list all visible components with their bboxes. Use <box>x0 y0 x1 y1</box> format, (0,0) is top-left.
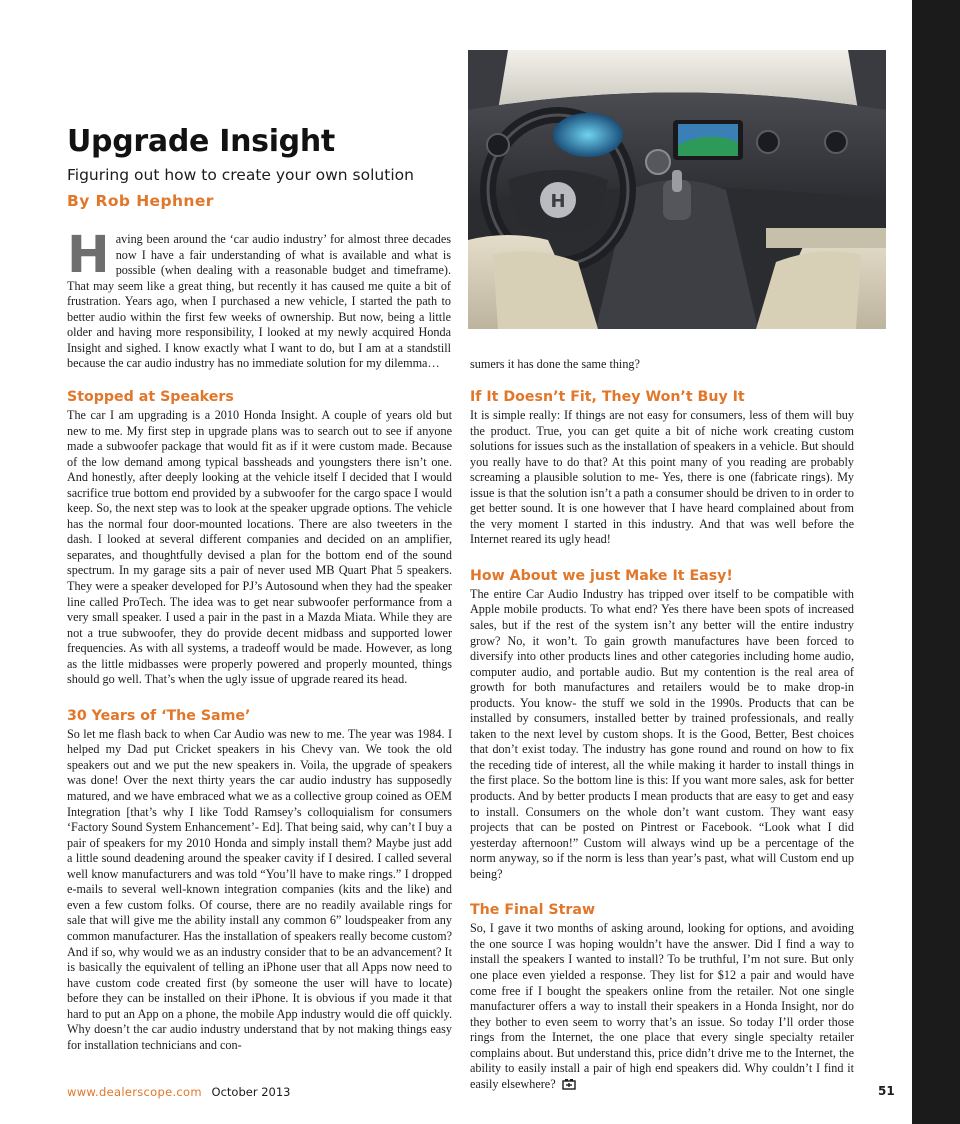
left-column <box>67 388 452 1053</box>
intro-column <box>67 226 451 372</box>
intro-paragraph <box>67 226 451 372</box>
continuation-text: sumers it has done the same thing? <box>470 357 640 371</box>
section-heading-no-fit: If It Doesn’t Fit, They Won’t Buy It <box>470 389 745 405</box>
section-heading-stopped: Stopped at Speakers <box>67 389 234 405</box>
right-column <box>470 388 854 1094</box>
final-straw-text: So, I gave it two months of asking around, looking for options, and avoiding the one source I was hoping wouldn’t have the answer. Did I find a way to install the speakers I wanted to install? To be truthful, I’m not sure. But only one place even yielded a response. They list for $12 a pair and would have come free if I bought the speakers online from the retailer. Not one single manufacturer offers a way to install their speakers in a Honda Insight, nor do they bother to even seem to worry that’s an issue. So today I’ll order those rings from the Internet, the one place that every single specialty retailer complains about. But understand this, price didn’t drive me to the Internet, the ability to easily install a pair of high end speakers did. Why couldn’t I find it easily elsewhere? <box>470 921 854 1091</box>
author-byline: By Rob Hephner <box>67 192 214 210</box>
article-subtitle: Figuring out how to create your own solution <box>67 166 414 184</box>
footer-date: October 2013 <box>211 1085 291 1099</box>
section-body-no-fit: It is simple really: If things are not easy for consumers, less of them will buy the product. True, you can get quite a bit of niche work creating custom solutions for issues such as the installation of speakers in a vehicle. But should you really have to do that? At this point many of you reading are probably screaming a plausible solution to me- Yes, there is one (fabricate rings). My issue is that the solution isn’t a path a consumer should be driven to in order to get better sound. It is one however that I have heard complained about from the very moment I started in this industry. And that was well before the Internet reared its ugly head! <box>470 408 854 547</box>
section-body-make-it-easy: The entire Car Audio Industry has tripped over itself to be compatible with Apple mobile products. To what end? Yes there have been spots of increased sales, but if the rest of the system isn’t any better will the entire industry grow? No, it won’t. To gain growth manufactures have been forced to diversify into other products lines and other categories including home audio, computer audio, and portable audio. But my contention is the real area of growth for both manufactures and retailers would be to make drop-in products. You know- the stuff we sold in the 1990s. Products that can be installed by consumers, installed better by trained professionals, and really taken to the next level by custom shops. It is the Good, Better, Best choices that don’t exist today. The industry has gone round and round on how to fix the receding tide of interest, all the while making it harder to install things in the first place. So the bottom line is this: If you want more sales, ask for better products. And by better products I mean products that are easy to get and easy to install. Consumers on the whole don’t want custom. They want easy projects that can be posted on Pintrest or Facebook. “Look what I did yesterday afternoon!” Custom will always wind up be a percentage of the norm anyway, so if the norm is less than year’s past, what will Custom end up being? <box>470 586 854 881</box>
drop-cap: H <box>67 226 110 285</box>
page-edge-bar <box>912 0 960 1124</box>
footer-url[interactable]: www.dealerscope.com <box>67 1085 202 1099</box>
section-body-final-straw <box>470 921 854 1094</box>
section-body-stopped: The car I am upgrading is a 2010 Honda Insight. A couple of years old but new to me. My first step in upgrade plans was to search out to see if anyone made a subwoofer package that would fit as if it were custom made. Because of the low demand among typical bassheads and youngsters there isn’t one. And honestly, after deeply looking at the vehicle itself I decided that I would sacrifice true bottom end provided by a subwoofer for the cargo space I would keep. So, the next step was to look at the speaker upgrade options. The vehicle has the normal four door-mounted locations. There are also tweeters in the dash. I looked at several different companies and decided on an amplifier, separates, and thoughtfully devised a plan for the bottom end of the sound spectrum. In my garage sits a pair of never used MB Quart Phat 5 speakers. They were a speaker developed for PJ’s Autosound when they had the speaker line called ProTech. The idea was to get near subwoofer performance from a very small speaker. I used a pair in the past in a Mazda Miata. While they are not a true subwoofer, they do provide decent midbass and supported lower frequencies. As with all systems, a tradeoff would be made. However, as long as the little midbasses were properly powered and properly mounted, things should go well. That’s when the ugly issue of upgrade reared its head. <box>67 408 452 687</box>
section-heading-make-it-easy: How About we just Make It Easy! <box>470 567 733 584</box>
section-heading-thirty-years: 30 Years of ‘The Same’ <box>67 707 251 724</box>
footer <box>67 1085 291 1099</box>
intro-text: aving been around the ‘car audio industry’ for almost three decades now I have a fair understanding of what is available and what is possible (when dealing with a reasonable budget and timeframe). That may seem like a great thing, but recently it has caused me quite a bit of frustration. Years ago, when I purchased a new vehicle, I started the path to better audio within the first few weeks of ownership. But now, being a little older and having more responsibility, I looked at my newly acquired Honda Insight and sighed. I know exactly what I want to do, but I am at a standstill because the car audio industry has no immediate solution for my dilemma… <box>67 232 451 371</box>
car-dashboard-photo <box>468 50 886 329</box>
page-number: 51 <box>878 1084 895 1098</box>
end-mark-icon <box>562 1078 576 1095</box>
svg-text:H: H <box>550 191 566 212</box>
section-heading-final-straw: The Final Straw <box>470 902 596 919</box>
continuation-column <box>470 357 853 373</box>
section-body-thirty-years: So let me flash back to when Car Audio was new to me. The year was 1984. I helped my Dad put Cricket speakers in his Chevy van. We took the old speakers out and we put the new speakers in. Voila, the upgrade of speakers was done! Over the next thirty years the car audio industry has supposedly matured, and we have embraced what we as a collective group coined as OEM Integration [that’s why I like Todd Ramsey’s colloquialism for consumers ‘Factory Sound System Enhancement’- Ed]. That being said, why can’t I buy a pair of speakers for my 2010 Honda and simply install them? Maybe just add a little sound deadening around the speaker cavity if I desired. I called several well know manufacturers and was told “You’ll have to make rings.” I dropped e-mails to several well-known integration companies (kits and the like) and even a few custom folks. Of course, there are no readily available rings for sale that will give me the ability install any common 6” loudspeaker from any common manufacturer. Has the installation of speakers really become custom? And if so, why would we as an industry consider that to be an advancement? It is basically the equivalent of telling an iPhone user that all Apps now need to have custom code created first (by someone the user will have to locate) before they can be installed on their iPhone. It is obvious if you made it that hard to put an App on a phone, the mobile App industry would die off quickly. Why doesn’t the car audio industry understand that by not making things easy for installation technicians and con- <box>67 726 452 1052</box>
article-title: Upgrade Insight <box>67 124 335 159</box>
dashboard-illustration <box>468 50 886 329</box>
